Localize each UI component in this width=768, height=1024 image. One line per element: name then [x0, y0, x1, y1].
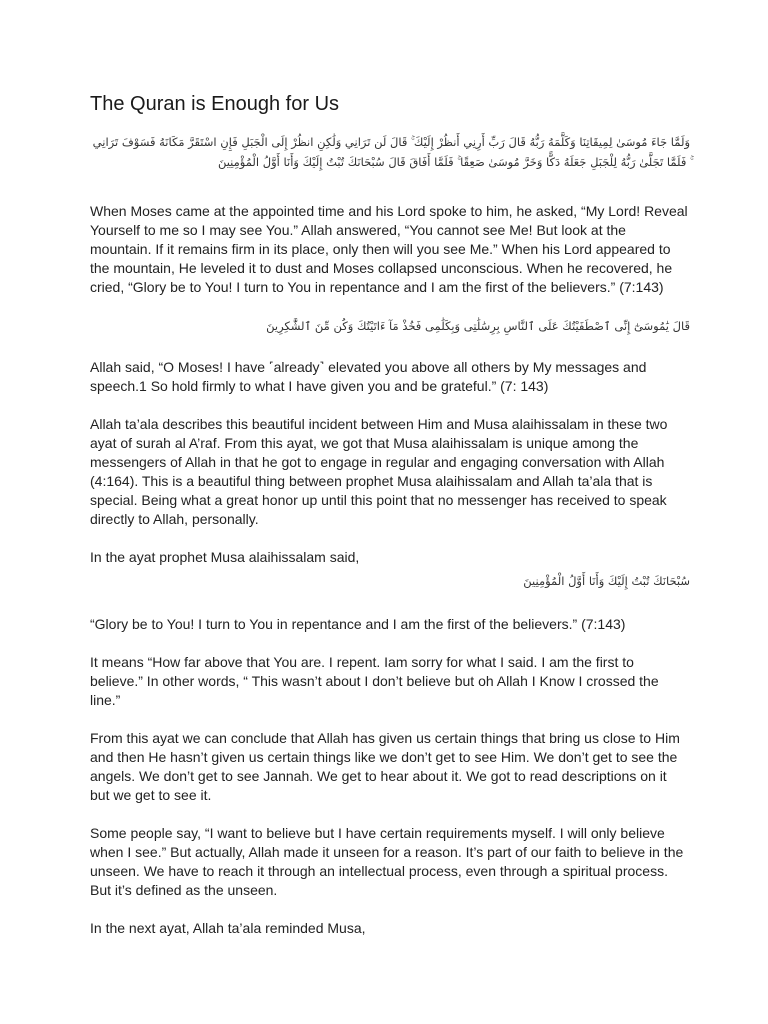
arabic-verse-7-144: قَالَ يَٰمُوسَىٰٓ إِنِّى ٱصْطَفَيْتُكَ عَلَى ٱلنَّاسِ بِرِسَٰلَٰتِى وَبِكَلَٰمِى فَخُذْ مَآ ءَاتَيْتُكَ وَكُن مِّنَ ٱلشَّٰكِرِينَ — [266, 319, 690, 333]
body-paragraph: From this ayat we can conclude that Allah has given us certain things that bring us close to Him and then He hasn’t given us certain things like we don’t get to see Him. We don’t get to see the angels. We don’t get to see Jannah. We get to hear about it. We got to read descriptions on it but we get to see it. — [90, 730, 680, 803]
body-paragraph: It means “How far above that You are. I repent. Iam sorry for what I said. I am the first to believe.” In other words, “ This wasn’t about I don’t believe but oh Allah I Know I crossed the line.” — [90, 654, 659, 708]
translation-paragraph: When Moses came at the appointed time and his Lord spoke to him, he asked, “My Lord! Reveal Yourself to me so I may see You.” Allah answered, “You cannot see Me! But look at the mountain. If it remains firm in its place, only then will you see Me.” When his Lord appeared to the mountain, He leveled it to dust and Moses collapsed unconscious. When he recovered, he cried, “Glory be to You! I turn to You in repentance and I am the first of the believers.” (7:143) — [90, 203, 688, 295]
translation-paragraph: “Glory be to You! I turn to You in repentance and I am the first of the believers.” (7:143) — [90, 616, 626, 632]
body-paragraph: Allah ta’ala describes this beautiful incident between Him and Musa alaihissalam in these two ayat of surah al A’raf. From this ayat, we got that Musa alaihissalam is unique among the messengers of Allah in that he got to engage in regular and engaging conversation with Allah (4:164). This is a beautiful thing between prophet Musa alaihissalam and Allah ta’ala that is special. Being what a great honor up until this point that no messenger has received to speak directly to Allah, personally. — [90, 416, 668, 527]
translation-paragraph: Allah said, “O Moses! I have ˹already˺ elevated you above all others by My messages and speech.1 So hold firmly to what I have given you and be grateful.” (7: 143) — [90, 359, 647, 394]
document-page — [90, 90, 690, 957]
body-paragraph: In the ayat prophet Musa alaihissalam said, — [90, 549, 360, 565]
body-paragraph: In the next ayat, Allah ta’ala reminded Musa, — [90, 920, 366, 936]
arabic-phrase: سُبْحَانَكَ تُبْتُ إِلَيْكَ وَأَنَا أَوَّلُ الْمُؤْمِنِينَ — [523, 574, 690, 588]
arabic-verse-7-143: وَلَمَّا جَاءَ مُوسَىٰ لِمِيقَاتِنَا وَكَلَّمَهُ رَبُّهُ قَالَ رَبِّ أَرِنِي أَنظُرْ إِلَيْكَ ۚ قَالَ لَن تَرَانِي وَلَٰكِنِ انظُرْ إِلَى الْجَبَلِ فَإِنِ اسْتَقَرَّ مَكَانَهُ فَسَوْفَ تَرَانِي ۚ فَلَمَّا تَجَلَّىٰ رَبُّهُ لِلْجَبَلِ جَعَلَهُ دَكًّا وَخَرَّ مُوسَىٰ صَعِقًا ۚ فَلَمَّا أَفَاقَ قَالَ سُبْحَانَكَ تُبْتُ إِلَيْكَ وَأَنَا أَوَّلُ الْمُؤْمِنِينَ — [92, 135, 690, 169]
body-paragraph: Some people say, “I want to believe but I have certain requirements myself. I will only believe when I see.” But actually, Allah made it unseen for a reason. It’s part of our faith to believe in the unseen. We have to reach it through an intellectual process, even through a spiritual process. But it’s defined as the unseen. — [90, 825, 684, 898]
page-title: The Quran is Enough for Us — [90, 93, 340, 115]
